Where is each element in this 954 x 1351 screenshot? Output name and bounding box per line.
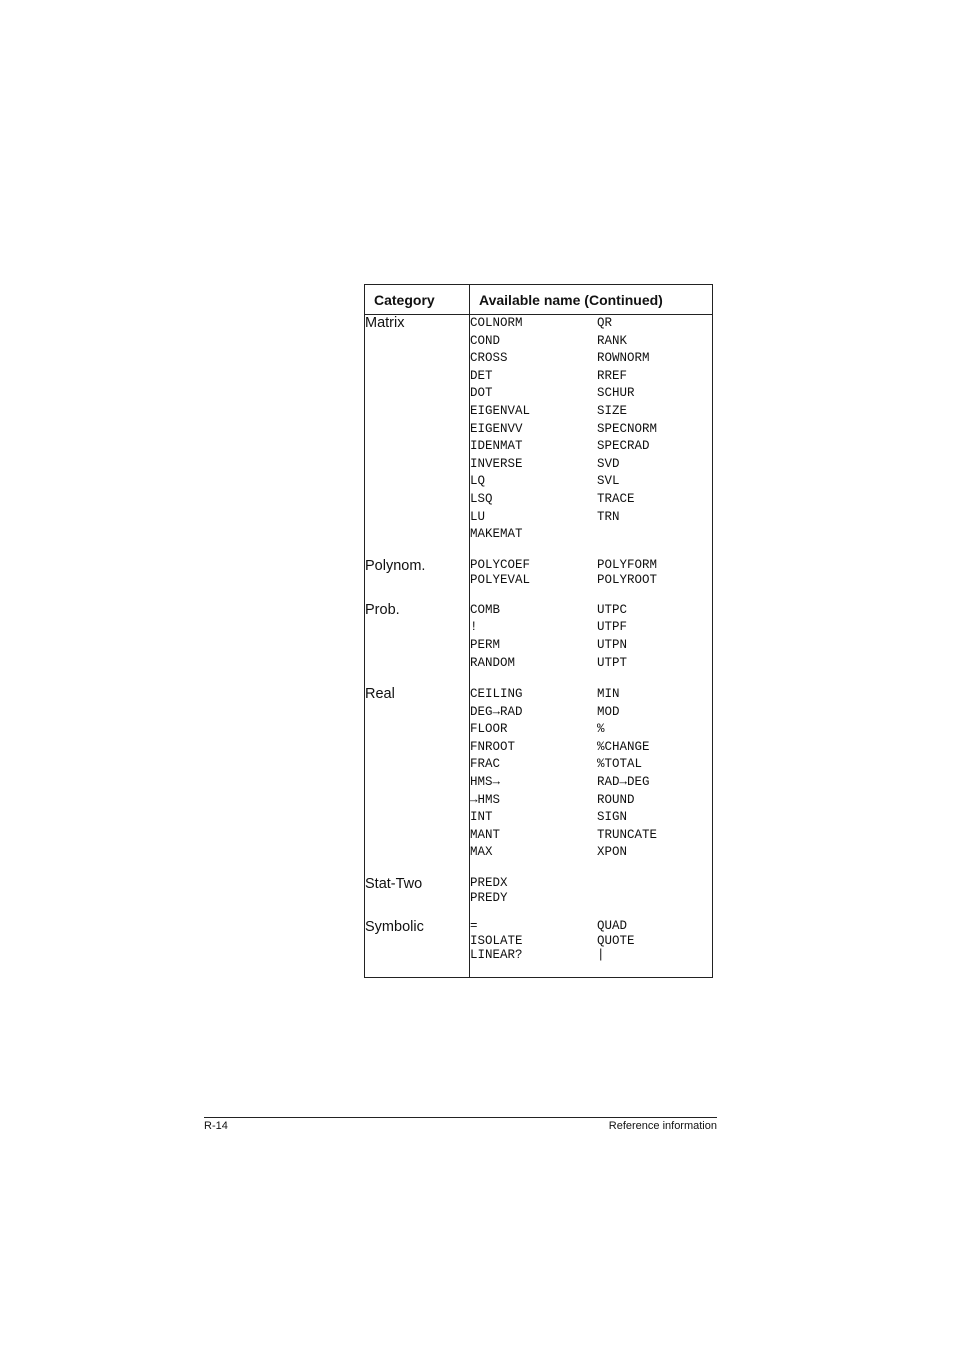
table-row <box>365 315 713 558</box>
function-name: TRACE <box>597 491 635 506</box>
names-cell <box>470 315 713 558</box>
function-name: ROWNORM <box>597 351 650 366</box>
reference-table <box>364 284 713 978</box>
function-name: PREDX <box>470 876 508 891</box>
names-grid <box>470 558 712 588</box>
function-name: % <box>597 722 605 737</box>
function-name: ! <box>470 620 478 635</box>
function-name: MOD <box>597 704 620 719</box>
table-row <box>365 602 713 686</box>
category-cell: Matrix <box>365 315 470 558</box>
function-name: LSQ <box>470 491 493 506</box>
function-name: %CHANGE <box>597 739 650 754</box>
function-name: RAD→DEG <box>597 775 650 790</box>
function-name: COND <box>470 333 501 348</box>
names-grid <box>470 876 712 905</box>
function-name <box>597 876 712 891</box>
function-name: FLOOR <box>470 722 508 737</box>
page-footer <box>204 1117 717 1132</box>
function-name: %TOTAL <box>597 757 643 772</box>
function-name: QUOTE <box>597 933 635 948</box>
function-name: SPECRAD <box>597 439 650 454</box>
function-name: SIZE <box>597 403 628 418</box>
footer-section-title: Reference information <box>608 1120 717 1132</box>
category-cell: Symbolic <box>365 919 470 977</box>
function-name: | <box>597 948 605 963</box>
function-name: POLYEVAL <box>470 572 531 587</box>
names-grid <box>470 602 712 672</box>
names-grid <box>470 686 712 862</box>
names-grid <box>470 919 712 963</box>
names-cell <box>470 876 713 919</box>
function-name: TRN <box>597 509 620 524</box>
function-name: DOT <box>470 386 493 401</box>
header-available-name: Available name (Continued) <box>470 285 713 315</box>
function-name: LINEAR? <box>470 948 523 963</box>
function-name: CEILING <box>470 687 523 702</box>
names-cell <box>470 558 713 602</box>
function-name: POLYCOEF <box>470 557 531 572</box>
function-name: QR <box>597 316 613 330</box>
function-name: XPON <box>597 845 628 860</box>
category-cell: Polynom. <box>365 558 470 602</box>
function-name: SCHUR <box>597 386 635 401</box>
function-name: SVD <box>597 456 620 471</box>
function-name: MIN <box>597 687 620 702</box>
function-name: MAX <box>470 845 493 860</box>
function-name: IDENMAT <box>470 439 523 454</box>
function-name: POLYROOT <box>597 572 658 587</box>
table-row <box>365 919 713 977</box>
function-name: EIGENVV <box>470 421 523 436</box>
names-grid <box>470 315 712 544</box>
category-cell: Stat-Two <box>365 876 470 919</box>
function-name: COMB <box>470 602 501 617</box>
function-name: ISOLATE <box>470 933 523 948</box>
function-name: FRAC <box>470 757 501 772</box>
function-name: UTPF <box>597 620 628 635</box>
function-name: UTPC <box>597 602 628 617</box>
page-number: R-14 <box>204 1120 228 1132</box>
function-name: DEG→RAD <box>470 704 523 719</box>
function-name: RREF <box>597 368 628 383</box>
function-name <box>597 891 712 906</box>
function-name: UTPT <box>597 655 628 670</box>
category-cell: Prob. <box>365 602 470 686</box>
function-name: POLYFORM <box>597 557 658 572</box>
table-header-row <box>365 285 713 315</box>
function-name: EIGENVAL <box>470 403 531 418</box>
function-name: RANK <box>597 333 628 348</box>
function-name: SIGN <box>597 810 628 825</box>
function-name: INVERSE <box>470 456 523 471</box>
table-row <box>365 558 713 602</box>
function-name: = <box>470 919 478 934</box>
names-cell <box>470 602 713 686</box>
function-name: DET <box>470 368 493 383</box>
function-name: MANT <box>470 827 501 842</box>
function-name: COLNORM <box>470 316 523 330</box>
function-name: FNROOT <box>470 739 516 754</box>
names-cell <box>470 686 713 876</box>
function-name <box>597 526 712 544</box>
function-name: CROSS <box>470 351 508 366</box>
function-name: TRUNCATE <box>597 827 658 842</box>
header-category: Category <box>365 285 470 315</box>
function-name: LU <box>470 509 486 524</box>
function-name: PREDY <box>470 890 508 905</box>
function-name: SVL <box>597 474 620 489</box>
function-name: →HMS <box>470 792 501 807</box>
function-name: ROUND <box>597 792 635 807</box>
function-name: INT <box>470 810 493 825</box>
function-name: SPECNORM <box>597 421 658 436</box>
function-name: HMS→ <box>470 775 501 790</box>
function-name: UTPN <box>597 637 628 652</box>
function-name: MAKEMAT <box>470 527 523 542</box>
function-name: RANDOM <box>470 655 516 670</box>
category-cell: Real <box>365 686 470 876</box>
table-row <box>365 876 713 919</box>
names-cell <box>470 919 713 977</box>
function-name: LQ <box>470 474 486 489</box>
function-name: QUAD <box>597 919 628 934</box>
table-row <box>365 686 713 876</box>
function-name: PERM <box>470 637 501 652</box>
